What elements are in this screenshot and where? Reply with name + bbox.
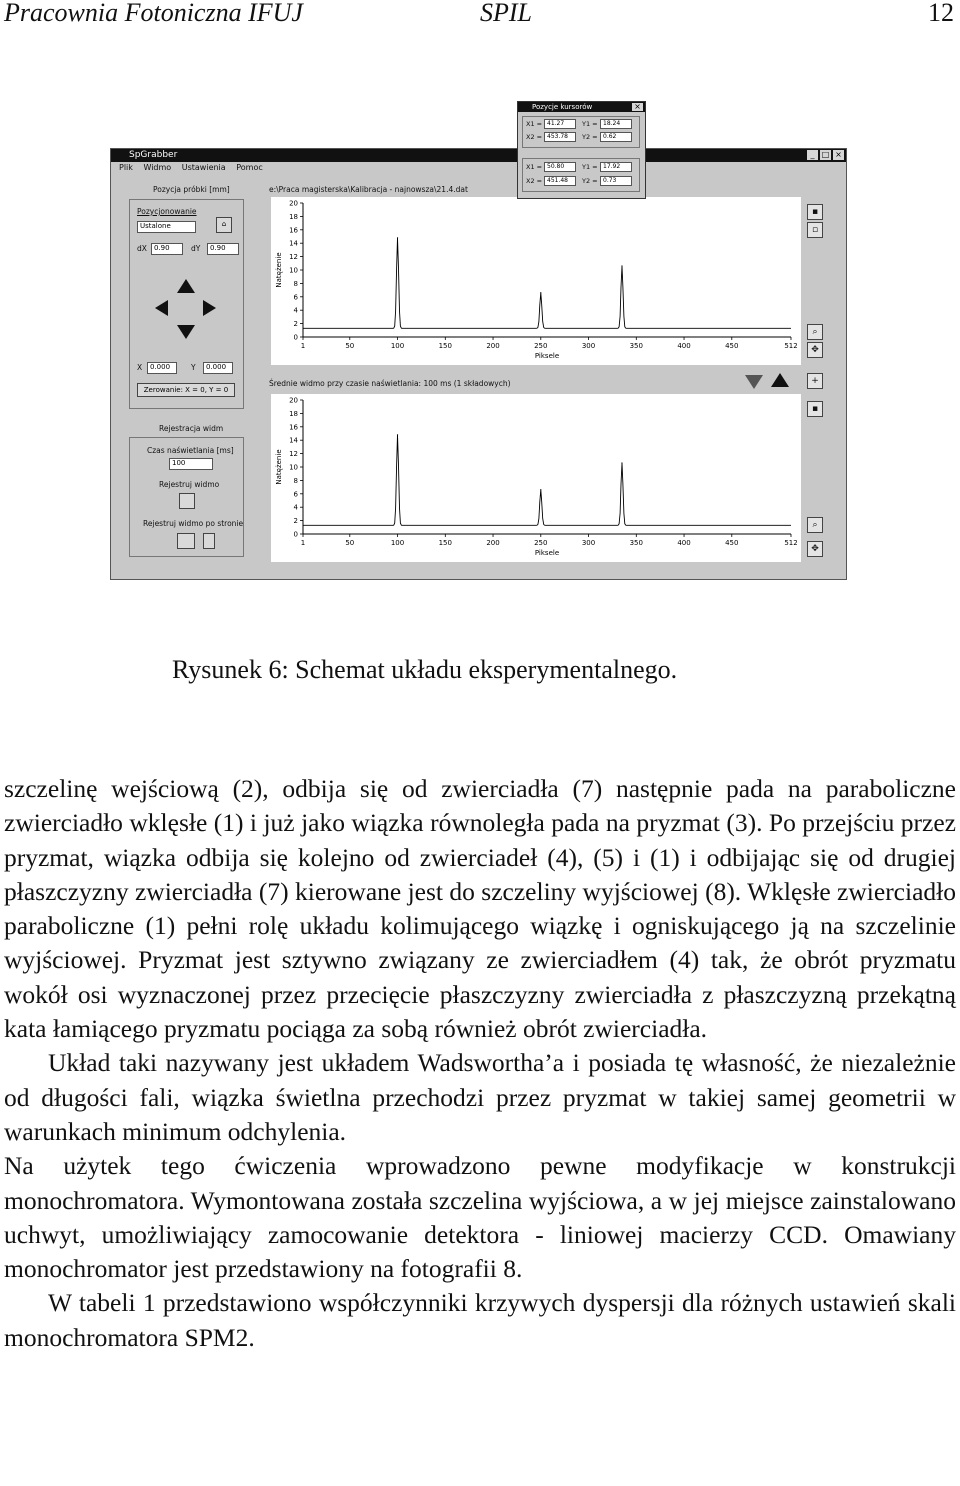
page-number: 12 bbox=[928, 0, 954, 27]
cursor-position-window: Pozycje kursorów × X1 = 41.27 Y1 = 18.24 X2 = 453.78 Y2 = 0.62 X1 = 50.80 Y1 = 17.92 X2 = 451.48 Y2 = 0.73 bbox=[517, 101, 646, 199]
x-tick-label: 512 bbox=[784, 342, 798, 350]
x-tick-label: 300 bbox=[581, 539, 596, 547]
x1-field: 41.27 bbox=[544, 119, 576, 129]
x-tick-label: 350 bbox=[629, 539, 643, 547]
y-tick-label: 20 bbox=[289, 199, 298, 208]
x-axis-label: Piksele bbox=[534, 352, 560, 360]
paragraph-2: Układ taki nazywany jest układem Wadswortha’a i posiada tę własność, że niezależnie od długości fali, wiązka świetlna przechodzi przez pryzmat w takiej samej geometrii w warunkach minimum odchylenia. bbox=[4, 1048, 956, 1146]
probe-position-title: Pozycja próbki [mm] bbox=[153, 185, 230, 194]
menu-settings: Ustawienia bbox=[181, 163, 226, 172]
exposure-label: Czas naświetlania [ms] bbox=[147, 446, 234, 455]
header-lab-name: Pracownia Fotoniczna IFUJ bbox=[4, 0, 303, 27]
maximize-icon: □ bbox=[821, 150, 830, 159]
menu-file: Plik bbox=[119, 163, 133, 172]
arrow-up-icon bbox=[771, 373, 789, 387]
y-tick-label: 18 bbox=[289, 212, 298, 221]
move-left-icon bbox=[155, 300, 168, 316]
dx-label: dX bbox=[137, 244, 147, 253]
x2-field: 453.78 bbox=[544, 132, 576, 142]
spectrum-peak bbox=[540, 292, 541, 293]
cursor-window-title: Pozycje kursorów × bbox=[518, 102, 645, 112]
running-header bbox=[0, 0, 960, 30]
save-icon: ▪ bbox=[807, 204, 823, 220]
move-icon-1: ✥ bbox=[807, 342, 823, 358]
spectrum-peak bbox=[621, 265, 622, 266]
y-tick-label: 10 bbox=[289, 266, 298, 275]
y-tick-label: 14 bbox=[289, 436, 298, 445]
paragraph-1: szczelinę wejściową (2), odbija się od zwierciadła (7) następnie pada na paraboliczne zwierciadło wklęsłe (1) i już jako wiązka równoległa pada na pryzmat (3). Po przejściu przez pryzmat, wiązka odbija się kolejno od zwierciadeł (4), (5) i (1) i odbijając się od drugiej płaszczyzny zwierciadła (7) kierowane jest do szczeliny wyjściowej (8). Wklęsłe zwierciadło paraboliczne (1) pełni rolę układu kolimującego wiązkę i ogniskującego ją na szczelinie wyjściowej. Pryzmat jest sztywno związany ze zwierciadłem (4) tak, że obrót pryzmatu wokół osi wyznaczonej przez przecięcie płaszczyzny zwierciadła z płaszczyzną przekątną kata łamiącego pryzmatu pociąga za sobą również obrót zwierciadła. bbox=[4, 774, 956, 1044]
y-tick-label: 4 bbox=[293, 306, 298, 315]
y1-field: 18.24 bbox=[600, 119, 632, 129]
y-tick-label: 2 bbox=[293, 320, 298, 329]
x-tick-label: 50 bbox=[345, 539, 355, 547]
dx-field: 0.90 bbox=[151, 243, 183, 255]
save-icon-2: ▪ bbox=[807, 401, 823, 417]
y-axis-label: Natężenie bbox=[275, 449, 283, 485]
spectrum-plot-2-svg bbox=[271, 394, 801, 562]
x-tick-label: 100 bbox=[390, 342, 405, 350]
y-tick-label: 4 bbox=[293, 503, 298, 512]
app-title: SpGrabber bbox=[129, 150, 178, 160]
slider-icon bbox=[203, 533, 215, 549]
y-tick-label: 0 bbox=[293, 333, 298, 342]
register-button bbox=[179, 493, 195, 509]
app-title-bar bbox=[111, 149, 846, 162]
spectrum-series bbox=[303, 435, 791, 526]
x-tick-label: 200 bbox=[486, 539, 500, 547]
move-icon-2: ✥ bbox=[807, 541, 823, 557]
spectrum-peak bbox=[621, 462, 622, 463]
x-tick-label: 300 bbox=[581, 342, 596, 350]
y-tick-label: 20 bbox=[289, 396, 298, 405]
positioning-label: Pozycjonowanie bbox=[137, 207, 197, 216]
open-icon: ▫ bbox=[807, 222, 823, 238]
close-icon: × bbox=[833, 150, 844, 160]
x-tick-label: 400 bbox=[677, 342, 691, 350]
menu-bar bbox=[111, 163, 846, 175]
header-course: SPIL bbox=[480, 0, 532, 27]
y-tick-label: 18 bbox=[289, 409, 298, 418]
registration-title: Rejestracja widm bbox=[159, 424, 224, 433]
y-tick-label: 2 bbox=[293, 517, 298, 526]
plot-2-title: Średnie widmo przy czasie naświetlania: 100 ms (1 składowych) bbox=[269, 379, 511, 388]
spectrum-peak bbox=[397, 237, 398, 238]
add-icon: + bbox=[807, 373, 823, 389]
spectrum-plot-1-svg bbox=[271, 197, 801, 365]
y-axis-label: Natężenie bbox=[275, 252, 283, 288]
y-tick-label: 8 bbox=[293, 279, 298, 288]
x-tick-label: 250 bbox=[534, 342, 548, 350]
lock-icon: ⌂ bbox=[216, 217, 232, 233]
menu-help: Pomoc bbox=[236, 163, 263, 172]
minimize-icon: _ bbox=[807, 150, 818, 160]
software-screenshot bbox=[110, 148, 847, 580]
spectrum-peak bbox=[397, 434, 398, 435]
cursor-close-icon: × bbox=[632, 103, 643, 111]
figure-caption: Rysunek 6: Schemat układu eksperymentalnego. bbox=[172, 655, 678, 684]
x-tick-label: 512 bbox=[784, 539, 798, 547]
x-field: 0.000 bbox=[147, 362, 177, 374]
spectrum-series bbox=[303, 238, 791, 328]
x2b-field: 451.48 bbox=[544, 176, 576, 186]
y-tick-label: 10 bbox=[289, 463, 298, 472]
file-path: e:\Praca magisterska\Kalibracja - najnowsza\21.4.dat bbox=[269, 185, 468, 194]
y-label: Y bbox=[191, 363, 196, 372]
paragraph-4: W tabeli 1 przedstawiono współczynniki krzywych dyspersji dla różnych ustawień skali monochromatora SPM2. bbox=[4, 1288, 956, 1352]
zoom-icon-2: ⌕ bbox=[807, 517, 823, 533]
spectrum-plot-2 bbox=[271, 394, 801, 562]
move-right-icon bbox=[203, 300, 216, 316]
paragraph-3: Na użytek tego ćwiczenia wprowadzono pewne modyfikacje w konstrukcji monochromatora. Wymontowana została szczelina wyjściowa, a w jej miejsce zainstalowano uchwyt, umożliwiający zamocowanie detektora - liniowej macierzy CCD. Omawiany monochromator jest przedstawiony na fotografii 8. bbox=[4, 1151, 956, 1284]
arrow-down-icon bbox=[745, 375, 763, 389]
x-tick-label: 150 bbox=[438, 539, 452, 547]
spectrum-peak bbox=[540, 489, 541, 490]
y-tick-label: 6 bbox=[293, 490, 298, 499]
x-tick-label: 150 bbox=[438, 342, 452, 350]
y-tick-label: 0 bbox=[293, 530, 298, 539]
x-tick-label: 450 bbox=[725, 539, 739, 547]
x-tick-label: 200 bbox=[486, 342, 500, 350]
move-up-icon bbox=[177, 279, 195, 293]
y-tick-label: 12 bbox=[289, 253, 298, 262]
move-down-icon bbox=[177, 325, 195, 339]
x-tick-label: 50 bbox=[345, 342, 355, 350]
y-field: 0.000 bbox=[203, 362, 233, 374]
y2-field: 0.62 bbox=[600, 132, 632, 142]
x-tick-label: 1 bbox=[300, 342, 306, 350]
y-tick-label: 12 bbox=[289, 450, 298, 459]
spectrum-plot-1 bbox=[271, 197, 801, 365]
y-tick-label: 16 bbox=[289, 226, 298, 235]
y-tick-label: 6 bbox=[293, 293, 298, 302]
body-text bbox=[4, 772, 956, 1355]
register-label: Rejestruj widmo bbox=[159, 480, 220, 489]
x-tick-label: 450 bbox=[725, 342, 739, 350]
y-tick-label: 8 bbox=[293, 476, 298, 485]
positioning-select: Ustalone bbox=[137, 221, 196, 233]
zero-button: Zerowanie: X = 0, Y = 0 bbox=[137, 383, 235, 397]
x-tick-label: 100 bbox=[390, 539, 405, 547]
menu-spectrum: Widmo bbox=[143, 163, 172, 172]
register-slit-label: Rejestruj widmo po stronie bbox=[143, 519, 244, 528]
y2b-field: 0.73 bbox=[600, 176, 632, 186]
dy-field: 0.90 bbox=[207, 243, 239, 255]
y1b-field: 17.92 bbox=[600, 162, 632, 172]
x-axis-label: Piksele bbox=[534, 549, 560, 557]
register-slit-button bbox=[177, 533, 195, 549]
x-tick-label: 250 bbox=[534, 539, 548, 547]
exposure-field: 100 bbox=[169, 458, 213, 470]
x-tick-label: 1 bbox=[300, 539, 306, 547]
x-tick-label: 400 bbox=[677, 539, 691, 547]
x1b-field: 50.80 bbox=[544, 162, 576, 172]
zoom-icon-1: ⌕ bbox=[807, 324, 823, 340]
y-tick-label: 14 bbox=[289, 239, 298, 248]
y-tick-label: 16 bbox=[289, 423, 298, 432]
x-tick-label: 350 bbox=[629, 342, 643, 350]
x-label: X bbox=[137, 363, 143, 372]
dy-label: dY bbox=[191, 244, 201, 253]
